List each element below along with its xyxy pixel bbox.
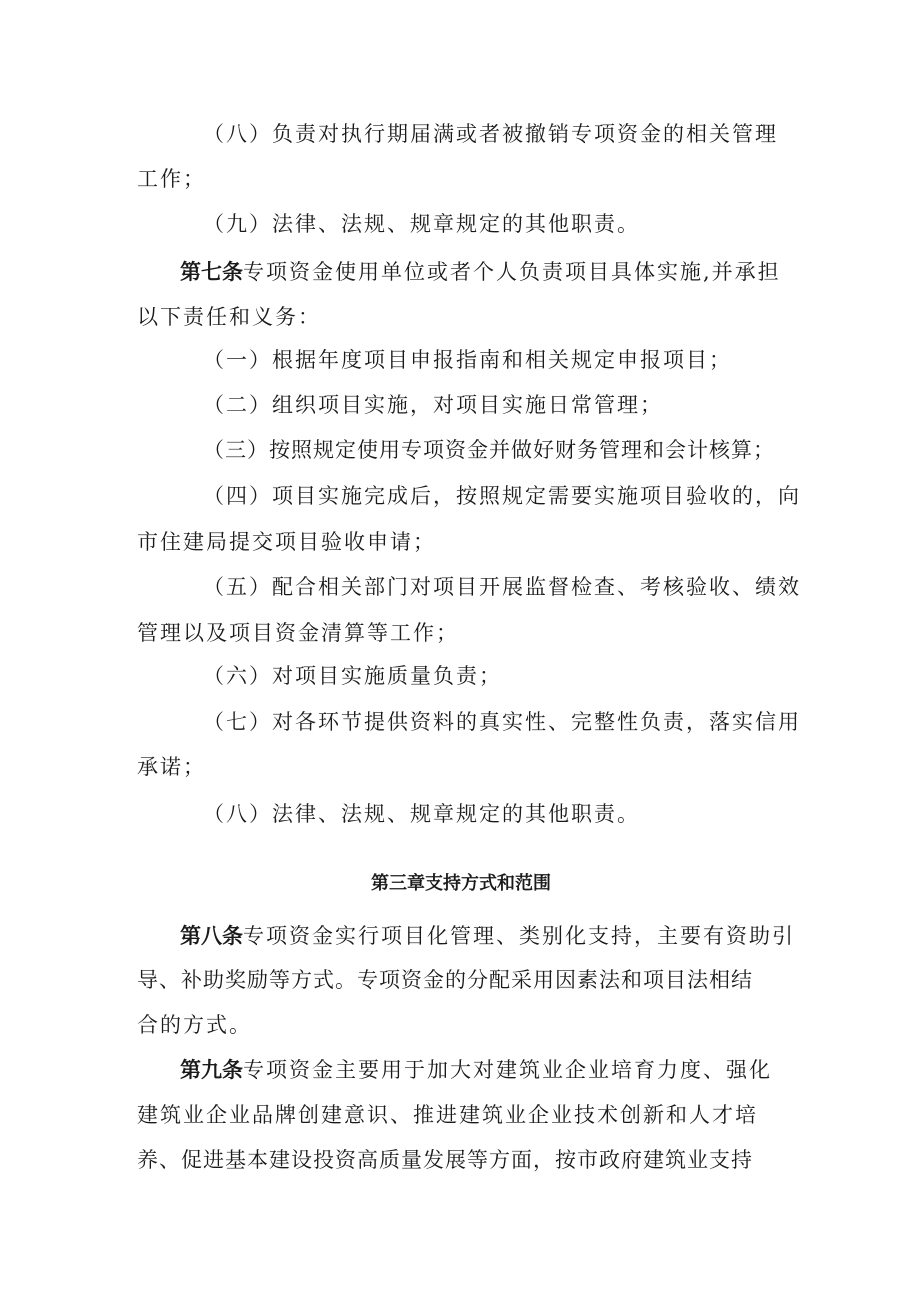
paragraph-line — [137, 619, 459, 647]
paragraph-line — [137, 753, 206, 781]
line-text: 专项资金主要用于加大对建筑业企业培育力度、强化 — [243, 1058, 772, 1082]
line-text: 建筑业企业品牌创建意识、推进建筑业企业技术创新和人才培 — [137, 1103, 758, 1127]
heading-text: 第三章支持方式和范围 — [371, 873, 551, 894]
line-text: 市住建局提交项目验收申请； — [137, 530, 436, 554]
line-text: 养、促进基本建设投资高质量发展等方面，按市政府建筑业支持 — [137, 1148, 753, 1172]
paragraph-line — [203, 391, 663, 419]
line-text: （五）配合相关部门对项目开展监督检查、考核验收、绩效 — [203, 575, 801, 599]
chapter-heading — [371, 870, 551, 898]
paragraph-line — [203, 662, 502, 690]
line-text: （四）项目实施完成后，按照规定需要实施项目验收的，向 — [203, 484, 801, 508]
line-text: （九）法律、法规、规章规定的其他职责。 — [203, 212, 640, 236]
line-text: 合的方式。 — [137, 1013, 252, 1037]
paragraph-line — [203, 346, 732, 374]
line-text: 导、补助奖励等方式。专项资金的分配采用因素法和项目法相结 — [137, 968, 753, 992]
paragraph-line — [203, 800, 640, 828]
line-text: （三）按照规定使用专项资金并做好财务管理和会计核算； — [203, 438, 775, 462]
paragraph-line — [203, 210, 640, 238]
paragraph-line — [137, 1101, 758, 1129]
line-text: （八）负责对执行期届满或者被撤销专项资金的相关管理 — [203, 122, 778, 146]
line-text: 专项资金实行项目化管理、类别化支持，主要有资助引 — [243, 924, 795, 948]
paragraph-line — [137, 1146, 753, 1174]
paragraph-line — [203, 708, 801, 736]
paragraph-line — [137, 1011, 252, 1039]
article-label: 第七条 — [180, 260, 243, 284]
article-label: 第九条 — [180, 1058, 243, 1082]
line-text: 以下责任和义务： — [137, 305, 321, 329]
paragraph-line — [203, 120, 778, 148]
line-text: （一）根据年度项目申报指南和相关规定申报项目； — [203, 348, 732, 372]
article-line — [180, 922, 795, 950]
paragraph-line — [203, 482, 801, 510]
line-text: 专项资金使用单位或者个人负责项目具体实施,并承担 — [243, 260, 781, 284]
paragraph-line — [203, 573, 801, 601]
line-text: （八）法律、法规、规章规定的其他职责。 — [203, 802, 640, 826]
paragraph-line — [137, 165, 206, 193]
article-label: 第八条 — [180, 924, 243, 948]
line-text: （七）对各环节提供资料的真实性、完整性负责，落实信用 — [203, 710, 801, 734]
line-text: （六）对项目实施质量负责； — [203, 664, 502, 688]
line-text: 承诺； — [137, 755, 206, 779]
paragraph-line — [137, 528, 436, 556]
line-text: 管理以及项目资金清算等工作； — [137, 621, 459, 645]
line-text: （二）组织项目实施，对项目实施日常管理； — [203, 393, 663, 417]
paragraph-line — [203, 436, 775, 464]
paragraph-line — [137, 303, 321, 331]
article-line — [180, 258, 781, 286]
article-line — [180, 1056, 772, 1084]
paragraph-line — [137, 966, 753, 994]
line-text: 工作； — [137, 167, 206, 191]
